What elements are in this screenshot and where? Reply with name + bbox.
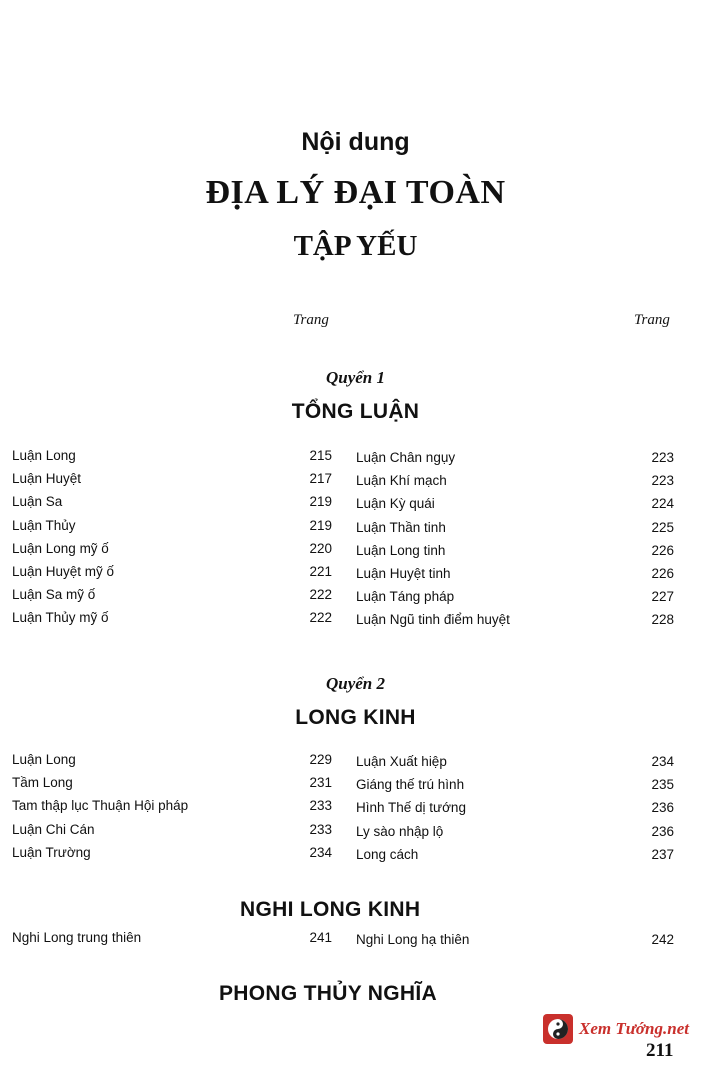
- toc-entry-page: 224: [651, 496, 674, 512]
- toc-entry-title: Long cách: [356, 846, 419, 862]
- book-subtitle: TẬP YẾU: [293, 230, 418, 262]
- section-phong-thuy-nghia: PHONG THỦY NGHĨA: [219, 982, 437, 1005]
- toc-entry-title: Tam thập lục Thuận Hội pháp: [12, 798, 189, 814]
- toc-entry-title: Luận Chân ngụy: [356, 450, 456, 465]
- toc-entry-title: Luận Khí mạch: [356, 473, 447, 489]
- toc-entry-title: Luận Ngũ tinh điểm huyệt: [356, 612, 510, 628]
- toc-entry-page: 237: [651, 846, 674, 862]
- toc-entry-title: Luận Thần tinh: [356, 519, 446, 535]
- toc-entry-title: Luận Huyệt mỹ ố: [12, 564, 115, 579]
- toc-entry-title: Luận Táng pháp: [356, 589, 455, 605]
- toc-entry-page: 236: [651, 800, 674, 816]
- toc-entry-page: 227: [651, 589, 674, 605]
- toc-entry-title: Luận Sa: [12, 494, 63, 510]
- toc-entry-page: 215: [309, 448, 332, 463]
- toc-entry-title: Luận Xuất hiệp: [356, 754, 447, 769]
- section-tong-luan: TỔNG LUẬN: [291, 400, 420, 423]
- toc-entry-page: 220: [309, 540, 332, 556]
- toc-entry-page: 226: [651, 542, 674, 558]
- toc-entry-title: Luận Long mỹ ố: [12, 540, 109, 556]
- toc-entry-page: 219: [309, 517, 332, 533]
- toc-entry-page: 233: [309, 821, 332, 837]
- contents-heading: Nội dung: [301, 128, 410, 156]
- toc-entry-page: 222: [309, 587, 332, 603]
- toc-entry-title: Ly sào nhập lộ: [356, 823, 444, 839]
- toc-entry-page: 222: [309, 610, 332, 626]
- toc-entry-title: Luận Long tinh: [356, 542, 446, 558]
- toc-entry-page: 228: [651, 612, 674, 628]
- toc-entry-title: Luận Thủy mỹ ố: [12, 610, 109, 626]
- toc-entry-page: 217: [309, 471, 332, 487]
- page-column-label-left: Trang: [293, 312, 329, 328]
- toc-entry-title: Luận Kỳ quái: [356, 496, 435, 512]
- toc-entry-page: 229: [309, 752, 332, 767]
- watermark-logo: [543, 1010, 703, 1046]
- toc-entry-title: Luận Long: [12, 752, 76, 767]
- toc-entry-title: Tầm Long: [12, 775, 73, 791]
- toc-entry-title: Luận Sa mỹ ố: [12, 587, 96, 603]
- toc-entry-page: 233: [309, 798, 332, 814]
- toc-entry-page: 242: [651, 932, 674, 947]
- toc-entry-title: Luận Huyệt tinh: [356, 566, 451, 581]
- book-title: ĐỊA LÝ ĐẠI TOÀN: [205, 174, 506, 211]
- page-number: 211: [646, 1040, 674, 1061]
- toc-entry-page: 241: [309, 930, 332, 945]
- toc-entry-page: 223: [651, 450, 674, 465]
- volume-2-label: Quyển 2: [325, 674, 386, 693]
- toc-entry-page: 231: [309, 775, 332, 791]
- toc-entry-title: Nghi Long hạ thiên: [356, 932, 470, 947]
- toc-entry-page: 223: [651, 473, 674, 489]
- toc-entry-page: 219: [309, 494, 332, 510]
- toc-entry-title: Nghi Long trung thiên: [12, 930, 142, 945]
- toc-entry-page: 236: [651, 823, 674, 839]
- toc-entry-title: Hình Thế dị tướng: [356, 800, 466, 816]
- toc-entry-page: 234: [309, 844, 332, 860]
- toc-entry-title: Luận Thủy: [12, 517, 76, 533]
- toc-entry-title: Luận Chi Cán: [12, 821, 95, 837]
- watermark-text: Xem Tướng.net: [579, 1019, 689, 1038]
- section-long-kinh: LONG KINH: [295, 706, 416, 729]
- toc-entry-page: 225: [651, 519, 674, 535]
- toc-entry-title: Luận Trường: [12, 844, 91, 860]
- section-nghi-long-kinh: NGHI LONG KINH: [240, 898, 421, 921]
- toc-entry-title: Luận Long: [12, 448, 76, 463]
- volume-1-label: Quyển 1: [325, 368, 386, 387]
- toc-entry-title: Giáng thế trú hình: [356, 777, 465, 793]
- toc-entry-page: 234: [651, 754, 674, 769]
- page-column-label-right: Trang: [634, 312, 670, 328]
- toc-entry-page: 235: [651, 777, 674, 793]
- toc-entry-page: 221: [309, 564, 332, 579]
- toc-entry-page: 226: [651, 566, 674, 581]
- toc-entry-title: Luận Huyệt: [12, 471, 82, 487]
- yin-yang-icon: [543, 1014, 573, 1044]
